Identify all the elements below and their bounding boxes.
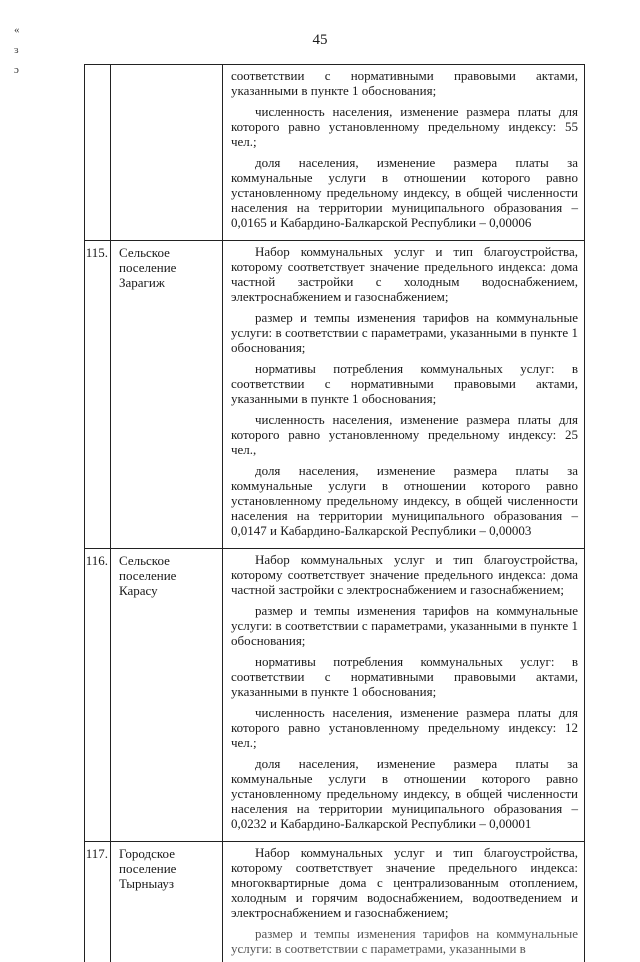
row-number — [85, 65, 111, 241]
paragraph: доля населения, изменение размера платы за коммунальные услуги в отношении которого равно установленному предельному индексу, в общей численности населения на территории муниципального образования – 0,0147 и Кабардино-Балкарской Республики – 0,00003 — [231, 463, 578, 538]
description-cell — [223, 549, 585, 842]
paragraph: соответствии с нормативными правовыми актами, указанными в пункте 1 обоснования; — [231, 68, 578, 98]
municipality-name — [111, 65, 223, 241]
paragraph: численность населения, изменение размера платы для которого равно установленному предельному индексу: 25 чел., — [231, 412, 578, 457]
municipality-name: Сельское поселение Карасу — [111, 549, 223, 842]
table-row — [85, 241, 585, 549]
paragraph: доля населения, изменение размера платы за коммунальные услуги в отношении которого равно установленному предельному индексу, в общей численности населения на территории муниципального образования – 0,0165 и Кабардино-Балкарской Республики – 0,00006 — [231, 155, 578, 230]
paragraph: Набор коммунальных услуг и тип благоустройства, которому соответствует значение предельного индекса: многоквартирные дома с централизованным отоплением, холодным и горячим водоснабжением, водоотведением и электроснабжением и газоснабжением; — [231, 845, 578, 920]
row-number: 117. — [85, 842, 111, 962]
row-number: 116. — [85, 549, 111, 842]
table-row — [85, 65, 585, 241]
municipality-name: Городское поселение Тырныауз — [111, 842, 223, 962]
margin-mark: ɔ — [14, 60, 20, 80]
margin-mark: « — [14, 20, 20, 40]
margin-marks — [14, 20, 20, 80]
paragraph: размер и темпы изменения тарифов на коммунальные услуги: в соответствии с параметрами, указанными в пункте 1 обоснования; — [231, 603, 578, 648]
paragraph: размер и темпы изменения тарифов на коммунальные услуги: в соответствии с параметрами, указанными в пункте 1 обоснования; — [231, 310, 578, 355]
page-number: 45 — [0, 32, 640, 49]
description-cell — [223, 842, 585, 962]
margin-mark: ɜ — [14, 40, 20, 60]
paragraph: нормативы потребления коммунальных услуг: в соответствии с нормативными правовыми актами, указанными в пункте 1 обоснования; — [231, 361, 578, 406]
row-number: 115. — [85, 241, 111, 549]
table-row — [85, 842, 585, 962]
description-cell — [223, 65, 585, 241]
paragraph: Набор коммунальных услуг и тип благоустройства, которому соответствует значение предельного индекса: дома частной застройки с электроснабжением и газоснабжением; — [231, 552, 578, 597]
paragraph: численность населения, изменение размера платы для которого равно установленному предельному индексу: 55 чел.; — [231, 104, 578, 149]
description-cell — [223, 241, 585, 549]
paragraph: численность населения, изменение размера платы для которого равно установленному предельному индексу: 12 чел.; — [231, 705, 578, 750]
paragraph: доля населения, изменение размера платы за коммунальные услуги в отношении которого равно установленному предельному индексу, в общей численности населения на территории муниципального образования – 0,0232 и Кабардино-Балкарской Республики – 0,00001 — [231, 756, 578, 831]
paragraph: размер и темпы изменения тарифов на коммунальные услуги: в соответствии с параметрами, указанными в — [231, 926, 578, 956]
table-row — [85, 549, 585, 842]
paragraph: нормативы потребления коммунальных услуг: в соответствии с нормативными правовыми актами, указанными в пункте 1 обоснования; — [231, 654, 578, 699]
document-table — [84, 64, 585, 962]
municipality-name: Сельское поселение Зарагиж — [111, 241, 223, 549]
paragraph: Набор коммунальных услуг и тип благоустройства, которому соответствует значение предельного индекса: дома частной застройки с холодным водоснабжением, электроснабжением и газоснабжением; — [231, 244, 578, 304]
